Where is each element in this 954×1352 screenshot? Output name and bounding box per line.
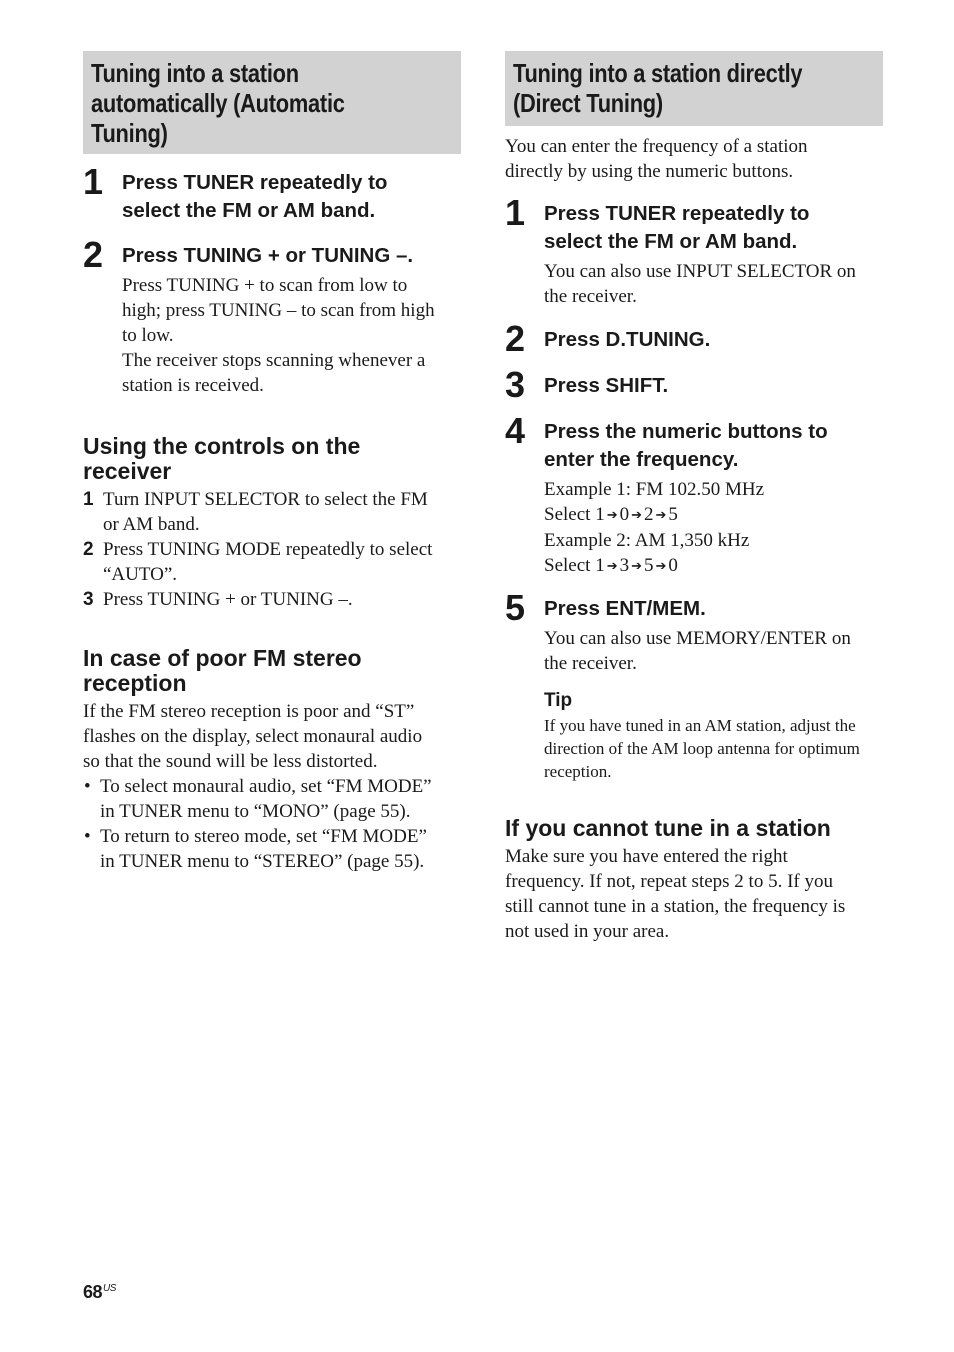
section-heading-direct-tuning: Tuning into a station directly (Direct Tuning) bbox=[505, 51, 883, 126]
direct-step-5 bbox=[505, 587, 883, 783]
step-number: 5 bbox=[505, 587, 526, 628]
list-item: 2 Press TUNING MODE repeatedly to select “AUTO”. bbox=[83, 539, 433, 585]
step-title: Press SHIFT. bbox=[544, 374, 669, 397]
list-item: • To return to stereo mode, set “FM MODE” in TUNER menu to “STEREO” (page 55). bbox=[84, 826, 427, 872]
bullet-icon: • bbox=[84, 776, 91, 797]
right-column bbox=[505, 51, 883, 944]
step-number: 1 bbox=[83, 161, 104, 202]
step-title: Press TUNING + or TUNING –. bbox=[122, 244, 414, 267]
left-column bbox=[83, 51, 461, 874]
direct-step-3 bbox=[505, 364, 883, 405]
arrow-right-icon: ➔ bbox=[606, 558, 618, 573]
cannot-tune-heading: If you cannot tune in a station bbox=[505, 815, 831, 841]
step-number: 3 bbox=[505, 364, 526, 405]
step-description: Example 1: FM 102.50 MHz Select 1 ➔ 0 ➔ 2 ➔ 5 Example 2: AM 1,350 kHz Select 1 ➔ 3 ➔ 5 ➔ 0 bbox=[544, 477, 883, 579]
direct-step-1 bbox=[505, 192, 883, 309]
list-item: 3 Press TUNING + or TUNING –. bbox=[83, 589, 353, 610]
bullet-icon: • bbox=[84, 826, 91, 847]
arrow-right-icon: ➔ bbox=[631, 507, 642, 522]
poor-fm-paragraph: If the FM stereo reception is poor and “ST” flashes on the display, select monaural audio so that the sound will be less distorted. bbox=[83, 701, 423, 772]
step-number: 2 bbox=[83, 234, 104, 275]
step-title: Press ENT/MEM. bbox=[544, 597, 706, 620]
cannot-tune-paragraph: Make sure you have entered the right frequency. If not, repeat steps 2 to 5. If you still cannot tune in a station, the frequency is not used in your area. bbox=[505, 846, 846, 942]
step-title: Press TUNER repeatedly to select the FM or AM band. bbox=[122, 171, 388, 222]
step-number: 1 bbox=[505, 192, 526, 233]
step-description: You can also use MEMORY/ENTER on the receiver. bbox=[544, 628, 851, 674]
auto-step-2 bbox=[83, 234, 461, 398]
step-title: Press D.TUNING. bbox=[544, 328, 711, 351]
arrow-right-icon: ➔ bbox=[655, 507, 667, 522]
region-code: US bbox=[103, 1283, 116, 1294]
poor-fm-bullets bbox=[83, 774, 461, 874]
tip-text: If you have tuned in an AM station, adjust the direction of the AM loop antenna for optimum reception. bbox=[544, 716, 860, 781]
arrow-right-icon: ➔ bbox=[606, 507, 618, 522]
example-2-sequence: Select 1 ➔ 3 ➔ 5 ➔ 0 bbox=[544, 555, 678, 576]
controls-list bbox=[83, 487, 461, 612]
arrow-right-icon: ➔ bbox=[655, 558, 667, 573]
arrow-right-icon: ➔ bbox=[631, 558, 642, 573]
step-title: Press the numeric buttons to enter the frequency. bbox=[544, 420, 828, 471]
step-description: Press TUNING + to scan from low to high; press TUNING – to scan from high to low. The receiver stops scanning whenever a station is received. bbox=[122, 275, 435, 396]
list-item: 1 Turn INPUT SELECTOR to select the FM or AM band. bbox=[83, 489, 428, 535]
page-number: $68^{US}$ bbox=[83, 1282, 116, 1302]
auto-step-1 bbox=[83, 161, 461, 225]
step-description: You can also use INPUT SELECTOR on the receiver. bbox=[544, 261, 856, 307]
example-1-sequence: Select 1 ➔ 0 ➔ 2 ➔ 5 bbox=[544, 504, 678, 525]
poor-fm-heading: In case of poor FM stereo reception bbox=[83, 645, 362, 696]
controls-heading: Using the controls on the receiver bbox=[83, 433, 361, 484]
step-number: 2 bbox=[505, 318, 526, 359]
direct-step-2 bbox=[505, 318, 883, 359]
list-item: • To select monaural audio, set “FM MODE” in TUNER menu to “MONO” (page 55). bbox=[84, 776, 432, 822]
section-heading-automatic-tuning: Tuning into a station automatically (Automatic Tuning) bbox=[83, 51, 461, 154]
step-title: Press TUNER repeatedly to select the FM or AM band. bbox=[544, 202, 810, 253]
tip-label: Tip bbox=[544, 690, 573, 711]
direct-intro: You can enter the frequency of a station directly by using the numeric buttons. bbox=[505, 136, 808, 182]
direct-step-4 bbox=[505, 410, 883, 579]
step-number: 4 bbox=[505, 410, 526, 451]
